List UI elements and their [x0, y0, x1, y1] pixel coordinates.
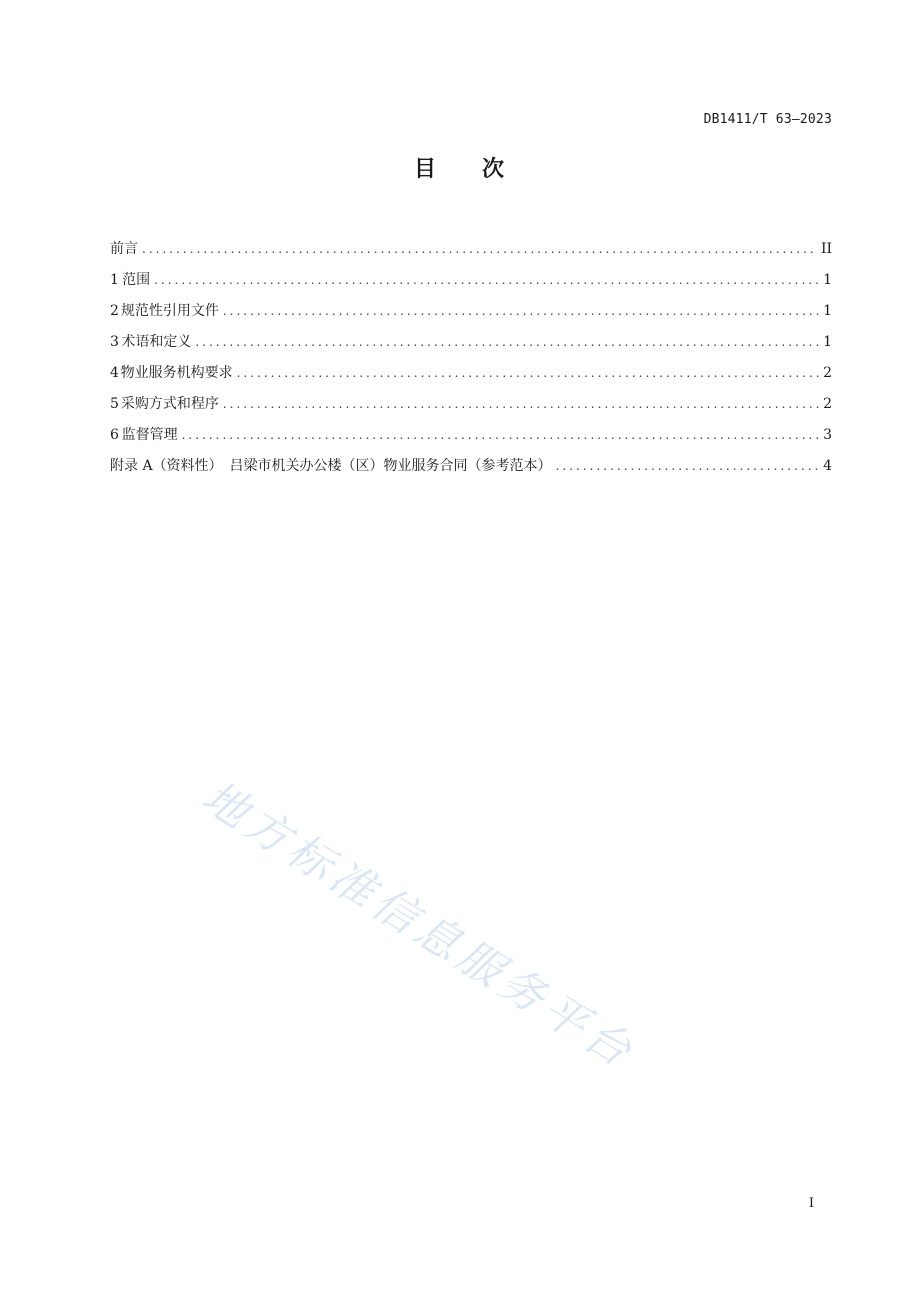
- toc-entry-label: 范围: [122, 272, 151, 288]
- toc-entry-label: 物业服务机构要求: [120, 365, 233, 381]
- toc-leader-dots: [223, 296, 819, 327]
- toc-entry-label: 监督管理: [121, 427, 178, 443]
- toc-entry-number: 3: [110, 334, 119, 350]
- toc-entry-page: 2: [823, 396, 832, 412]
- toc-entry-number: 6: [110, 427, 119, 443]
- toc-entry-scope[interactable]: [110, 265, 832, 296]
- document-code: DB1411/T 63—2023: [703, 112, 832, 127]
- toc-entry-number: 5: [110, 396, 119, 412]
- toc-title-char-2: 次: [482, 157, 507, 182]
- page-number: I: [808, 1196, 814, 1211]
- toc-entry-page: 1: [823, 272, 832, 288]
- toc-entry-supervision[interactable]: [110, 420, 832, 451]
- toc-entry-page: 1: [823, 334, 832, 350]
- toc-entry-service-org-requirements[interactable]: [110, 358, 832, 389]
- toc-leader-dots: [556, 451, 820, 482]
- toc-entry-page: II: [820, 241, 832, 257]
- toc-entry-label: 前言: [110, 241, 138, 257]
- toc-entry-number: 2: [110, 303, 119, 319]
- toc-entry-page: 3: [823, 427, 832, 443]
- toc-entry-number: 4: [110, 365, 119, 381]
- watermark: 地方标准信息服务平台: [193, 771, 645, 1080]
- toc-leader-dots: [182, 420, 820, 451]
- toc-entry-foreword[interactable]: [110, 234, 832, 265]
- toc-entry-page: 2: [823, 365, 832, 381]
- toc-entry-label: 术语和定义: [121, 334, 192, 350]
- toc-entry-terms-definitions[interactable]: [110, 327, 832, 358]
- toc-entry-label: 采购方式和程序: [120, 396, 219, 412]
- toc-leader-dots: [195, 327, 819, 358]
- toc-entry-label: 规范性引用文件: [120, 303, 219, 319]
- toc-entry-normative-references[interactable]: [110, 296, 832, 327]
- toc-leader-dots: [223, 389, 819, 420]
- toc-entry-appendix-a[interactable]: [110, 451, 832, 482]
- toc-title-char-1: 目: [413, 157, 438, 182]
- toc-leader-dots: [142, 234, 817, 265]
- toc-title: [0, 152, 920, 183]
- toc-entry-number: 1: [110, 272, 119, 288]
- toc-leader-dots: [154, 265, 819, 296]
- toc-entry-procurement[interactable]: [110, 389, 832, 420]
- toc-entry-page: 4: [823, 458, 832, 474]
- toc-entry-label: 附录 A（资料性） 吕梁市机关办公楼（区）物业服务合同（参考范本）: [110, 458, 552, 474]
- toc-leader-dots: [237, 358, 820, 389]
- table-of-contents: [110, 234, 832, 482]
- toc-entry-page: 1: [823, 303, 832, 319]
